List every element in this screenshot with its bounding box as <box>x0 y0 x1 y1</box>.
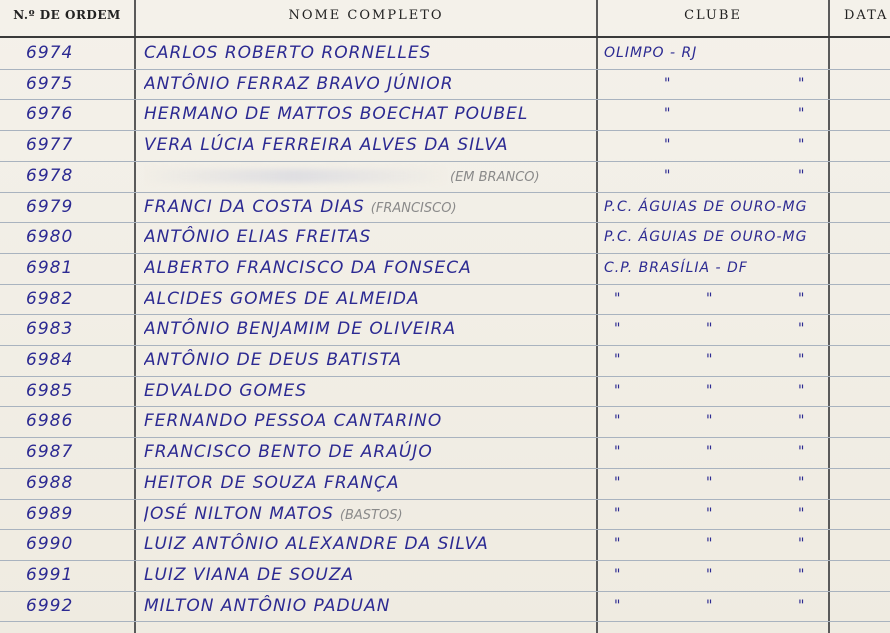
entry-club <box>602 406 828 436</box>
header-club: CLUBE <box>684 8 742 23</box>
entry-number: 6989 <box>26 503 74 524</box>
ditto-mark: " <box>798 597 806 614</box>
entry-name <box>144 130 594 160</box>
entry-number: 6984 <box>26 350 74 370</box>
entry-name <box>144 560 594 590</box>
ditto-mark: " <box>614 352 622 368</box>
ditto-mark: " <box>664 167 672 184</box>
entry-name <box>144 161 594 191</box>
entry-name <box>144 406 594 436</box>
entry-club <box>602 499 828 529</box>
entry-name <box>144 529 594 559</box>
ditto-mark: " <box>614 597 622 614</box>
ditto-mark: " <box>798 382 806 399</box>
ditto-mark: " <box>614 413 622 430</box>
entry-name <box>144 222 594 252</box>
column-divider <box>596 0 598 633</box>
ditto-mark: " <box>798 474 806 491</box>
entry-club <box>602 314 828 344</box>
entry-name-text: ANTÔNIO FERRAZ BRAVO JÚNIOR <box>144 73 454 94</box>
ditto-mark: " <box>664 75 672 92</box>
entry-club <box>602 345 828 375</box>
ditto-mark: " <box>706 352 714 368</box>
entry-name <box>144 253 594 283</box>
entry-number: 6980 <box>26 227 74 248</box>
entry-name <box>144 499 594 529</box>
entry-number: 6987 <box>26 442 74 463</box>
row-rule <box>0 621 890 622</box>
entry-name-text: ANTÔNIO BENJAMIM DE OLIVEIRA <box>144 319 457 340</box>
entry-name-text: JOSÉ NILTON MATOS <box>144 503 334 524</box>
ditto-mark: " <box>614 536 622 553</box>
entry-name-text: HERMANO DE MATTOS BOECHAT POUBEL <box>144 104 529 125</box>
ditto-mark: " <box>798 290 806 307</box>
ditto-mark: " <box>614 444 622 461</box>
header-date: DATA <box>844 8 889 23</box>
entry-club: P.C. ÁGUIAS DE OURO-MG <box>604 198 808 215</box>
ditto-mark: " <box>798 106 806 123</box>
entry-name-text: MILTON ANTÔNIO PADUAN <box>144 595 391 616</box>
ditto-mark: " <box>614 382 622 399</box>
entry-number: 6978 <box>26 165 74 186</box>
ditto-mark: " <box>798 536 806 553</box>
entry-club: C.P. BRASÍLIA - DF <box>604 259 748 276</box>
ditto-mark: " <box>798 321 806 338</box>
entry-club <box>602 161 828 191</box>
entry-note: (EM BRANCO) <box>450 169 540 185</box>
ditto-mark: " <box>614 290 622 307</box>
ditto-mark: " <box>706 290 714 307</box>
entry-club <box>602 468 828 498</box>
ditto-mark: " <box>706 321 714 338</box>
ditto-mark: " <box>664 106 672 123</box>
entry-name-text: FRANCI DA COSTA DIAS <box>144 196 365 217</box>
ditto-mark: " <box>706 505 714 522</box>
entry-name <box>144 314 594 344</box>
entry-name-text: ANTÔNIO ELIAS FREITAS <box>144 227 372 248</box>
ditto-mark: " <box>798 505 806 522</box>
entry-number: 6982 <box>26 288 74 309</box>
entry-name-text: ALBERTO FRANCISCO DA FONSECA <box>144 257 472 278</box>
entry-number: 6974 <box>26 43 74 63</box>
entry-name <box>144 437 594 467</box>
ditto-mark: " <box>798 75 806 92</box>
entry-number: 6991 <box>26 564 74 585</box>
entry-number: 6977 <box>26 135 74 156</box>
entry-note: (FRANCISCO) <box>370 200 457 216</box>
header-name: NOME COMPLETO <box>288 8 444 23</box>
ditto-mark: " <box>706 474 714 491</box>
entry-club <box>602 376 828 406</box>
entry-name <box>144 69 594 99</box>
redacted-name <box>144 169 444 183</box>
ditto-mark: " <box>706 382 714 399</box>
entry-club <box>602 437 828 467</box>
entry-club: OLIMPO - RJ <box>604 45 698 61</box>
entry-name <box>144 38 594 68</box>
entry-name <box>144 192 594 222</box>
ditto-mark: " <box>614 566 622 583</box>
ditto-mark: " <box>706 566 714 583</box>
entry-name-text: FERNANDO PESSOA CANTARINO <box>144 411 443 432</box>
entry-name <box>144 376 594 406</box>
column-divider <box>828 0 830 633</box>
ditto-mark: " <box>614 474 622 491</box>
entry-name <box>144 468 594 498</box>
entry-number: 6979 <box>26 196 74 217</box>
entry-name <box>144 345 594 375</box>
entry-name-text: ALCIDES GOMES DE ALMEIDA <box>144 288 420 309</box>
ditto-mark: " <box>706 536 714 553</box>
entry-name-text: CARLOS ROBERTO RORNELLES <box>144 43 432 63</box>
ditto-mark: " <box>798 137 806 154</box>
entry-number: 6986 <box>26 411 74 432</box>
ditto-mark: " <box>798 352 806 368</box>
entry-name-text: ANTÔNIO DE DEUS BATISTA <box>144 350 403 370</box>
entry-club <box>602 529 828 559</box>
entry-name <box>144 591 594 621</box>
entry-number: 6981 <box>26 257 74 278</box>
entry-club: P.C. ÁGUIAS DE OURO-MG <box>604 229 808 246</box>
entry-number: 6976 <box>26 104 74 125</box>
entry-club <box>602 560 828 590</box>
entry-number: 6985 <box>26 380 74 401</box>
ditto-mark: " <box>706 597 714 614</box>
entry-number: 6990 <box>26 534 74 555</box>
entry-name <box>144 284 594 314</box>
entry-number: 6975 <box>26 73 74 94</box>
ditto-mark: " <box>798 413 806 430</box>
entry-name-text: VERA LÚCIA FERREIRA ALVES DA SILVA <box>144 135 509 156</box>
entry-name-text: EDVALDO GOMES <box>144 380 308 401</box>
ditto-mark: " <box>664 137 672 154</box>
entry-name-text: LUIZ VIANA DE SOUZA <box>144 564 355 585</box>
ditto-mark: " <box>614 505 622 522</box>
entry-number: 6992 <box>26 595 74 616</box>
entry-club <box>602 99 828 129</box>
header-number: N.º DE ORDEM <box>13 8 121 22</box>
entry-note: (BASTOS) <box>339 507 403 523</box>
entry-club <box>602 284 828 314</box>
ditto-mark: " <box>798 167 806 184</box>
entry-number: 6983 <box>26 319 74 340</box>
ditto-mark: " <box>798 566 806 583</box>
ditto-mark: " <box>614 321 622 338</box>
ditto-mark: " <box>706 413 714 430</box>
entry-name-text: FRANCISCO BENTO DE ARAÚJO <box>144 442 433 463</box>
entry-club <box>602 69 828 99</box>
ditto-mark: " <box>706 444 714 461</box>
entry-name-text: HEITOR DE SOUZA FRANÇA <box>144 472 400 493</box>
entry-name-text: LUIZ ANTÔNIO ALEXANDRE DA SILVA <box>144 534 489 555</box>
ditto-mark: " <box>798 444 806 461</box>
entry-name <box>144 99 594 129</box>
entry-number: 6988 <box>26 472 74 493</box>
column-divider <box>134 0 136 633</box>
entry-club <box>602 130 828 160</box>
entry-club <box>602 591 828 621</box>
